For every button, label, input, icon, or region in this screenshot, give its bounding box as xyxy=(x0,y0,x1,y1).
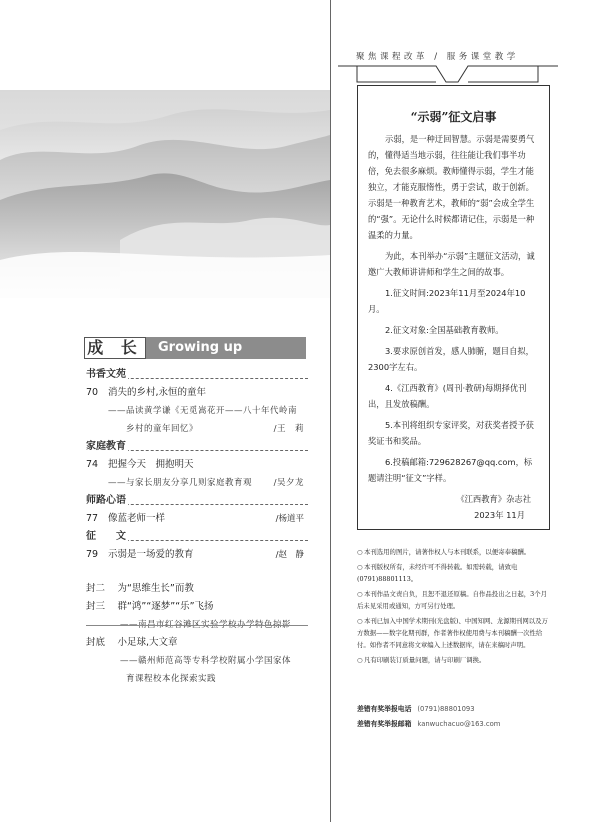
toc-item[interactable] xyxy=(86,510,308,528)
toc-cover-label: 封二 xyxy=(86,583,106,594)
notice-rule: 3.要求原创首发，感人肺腑，题目自拟，2300字左右。 xyxy=(368,346,534,372)
toc-page-number: 77 xyxy=(86,513,99,524)
toc-cover-item[interactable] xyxy=(86,598,308,616)
legal-notice xyxy=(357,546,553,669)
table-of-contents xyxy=(86,366,308,688)
notice-date: 2023年 11月 xyxy=(474,510,525,520)
header-decoration-shape xyxy=(338,62,558,84)
toc-page-number: 70 xyxy=(86,387,99,398)
report-email-label: 差错有奖举报邮箱 xyxy=(357,720,412,728)
toc-category: 家庭教育 xyxy=(86,438,308,456)
call-for-papers-box xyxy=(357,85,550,530)
legal-item: ○本刊选用的图片，请著作权人与本刊联系，以便寄奉稿酬。 xyxy=(357,548,531,556)
toc-item-title: 像蓝老师一样 xyxy=(108,513,166,524)
toc-item-subtitle: 乡村的童年回忆》 /王 莉 xyxy=(86,420,308,438)
toc-item-subtitle: ——赣州师范高等专科学校附属小学国家体 xyxy=(120,656,292,666)
toc-item-title: 示弱是一场爱的教育 xyxy=(108,549,194,560)
toc-category: 征 文 xyxy=(86,528,308,546)
toc-page-number: 79 xyxy=(86,549,99,560)
toc-author: /赵 静 xyxy=(275,550,304,560)
toc-item-subtitle: ——品读黄学谦《无觅嵩花开——八十年代岭南 xyxy=(108,406,298,416)
notice-paragraph: 为此，本刊举办“示弱”主题征文活动，诚邀广大教师讲讲师和学生之间的故事。 xyxy=(368,251,535,277)
toc-cover-item[interactable] xyxy=(86,580,308,598)
legal-item: ○本刊作品文责自负，且恕不退还原稿。自作品投出之日起，3个月后未见采用或通知，方可另行处理。 xyxy=(357,590,548,610)
magazine-slogan: 聚焦课程改革 / 服务课堂教学 xyxy=(356,52,519,62)
toc-cover-label: 封底 xyxy=(86,637,106,648)
toc-item-title: 群“鸿”“逐梦”“乐”飞扬 xyxy=(117,601,214,612)
toc-category: 书香文苑 xyxy=(86,366,308,384)
section-header xyxy=(84,337,306,359)
report-email[interactable] xyxy=(357,717,553,732)
notice-title: “示弱”征文启事 xyxy=(410,110,497,124)
toc-item[interactable] xyxy=(86,546,308,564)
report-email-value[interactable]: kanwuchacuo@163.com xyxy=(417,720,501,728)
report-phone-value: (0791)88801093 xyxy=(417,705,475,713)
toc-page-number: 74 xyxy=(86,459,99,470)
mountain-landscape-graphic xyxy=(0,90,330,298)
notice-rule: 5.本刊将组织专家评奖，对获奖者授予获奖证书和奖品。 xyxy=(368,420,534,446)
report-phone xyxy=(357,702,553,717)
report-phone-label: 差错有奖举报电话 xyxy=(357,705,412,713)
legal-item: ○本刊版权所有，未经许可不得转载。如需转载，请致电(0791)88801113。 xyxy=(357,563,518,583)
toc-item[interactable] xyxy=(86,384,308,402)
toc-category: 师路心语 xyxy=(86,492,308,510)
toc-item-title: 为“思维生长”而教 xyxy=(117,583,194,594)
toc-cover-item[interactable] xyxy=(86,634,308,652)
toc-author: /吴夕龙 xyxy=(273,478,304,488)
toc-item-title: 消失的乡村,永恒的童年 xyxy=(108,387,207,398)
section-title-en: Growing up xyxy=(146,337,306,359)
page-spine-divider xyxy=(330,0,331,822)
notice-signature: 《江西教育》杂志社 xyxy=(456,494,531,504)
notice-rule: 2.征文对象:全国基础教育教师。 xyxy=(385,325,504,335)
notice-rule: 1.征文时间:2023年11月至2024年10月。 xyxy=(368,288,526,314)
legal-item: ○凡有印刷装订质量问题，请与印刷厂调换。 xyxy=(357,656,486,664)
notice-rule: 4.《江西教育》(周刊·教研)每期择优刊出，且发放稿酬。 xyxy=(368,383,527,409)
toc-cover-label: 封三 xyxy=(86,601,106,612)
section-title-cn: 成 长 xyxy=(84,337,146,359)
toc-item-title: 把握今天 拥抱明天 xyxy=(108,459,194,470)
toc-author: /王 莉 xyxy=(273,424,304,434)
notice-rule: 6.投稿邮箱:729628267@qq.com，标题请注明“征文”字样。 xyxy=(368,457,533,483)
toc-item-subtitle: ——与家长朋友分享几则家庭教育观 /吴夕龙 xyxy=(86,474,308,492)
toc-item-subtitle: 育课程校本化探索实践 xyxy=(126,674,217,684)
notice-paragraph: 示弱，是一种迂回智慧。示弱是需要勇气的，懂得适当地示弱，往往能让我们事半功倍，免去很多麻烦。教师懂得示弱，学生才能独立，才能克服惰性，勇于尝试，敢于创新。示弱是一种教育艺术，教师的“弱”会成全学生的“强”。无论什么时候都请记住，示弱是一种温柔的力量。 xyxy=(368,134,535,240)
legal-item: ○本刊已加入中国学术期刊(光盘版)、中国知网、龙源期刊网以及万方数据——数字化期刊群，作者著作权使用费与本刊稿酬一次性给付。如作者不同意将文章编入上述数据库，请在来稿时声明。 xyxy=(357,617,548,649)
error-report-contact xyxy=(357,702,553,732)
toc-item[interactable] xyxy=(86,456,308,474)
toc-item-title: 小足球,大文章 xyxy=(117,637,178,648)
toc-author: /杨道平 xyxy=(275,514,304,524)
header-decoration xyxy=(338,62,558,84)
mountain-landscape-image xyxy=(0,90,330,298)
toc-divider xyxy=(86,625,308,626)
toc-item-subtitle: ——南昌市红谷滩区实验学校办学特色掠影 xyxy=(120,620,292,630)
